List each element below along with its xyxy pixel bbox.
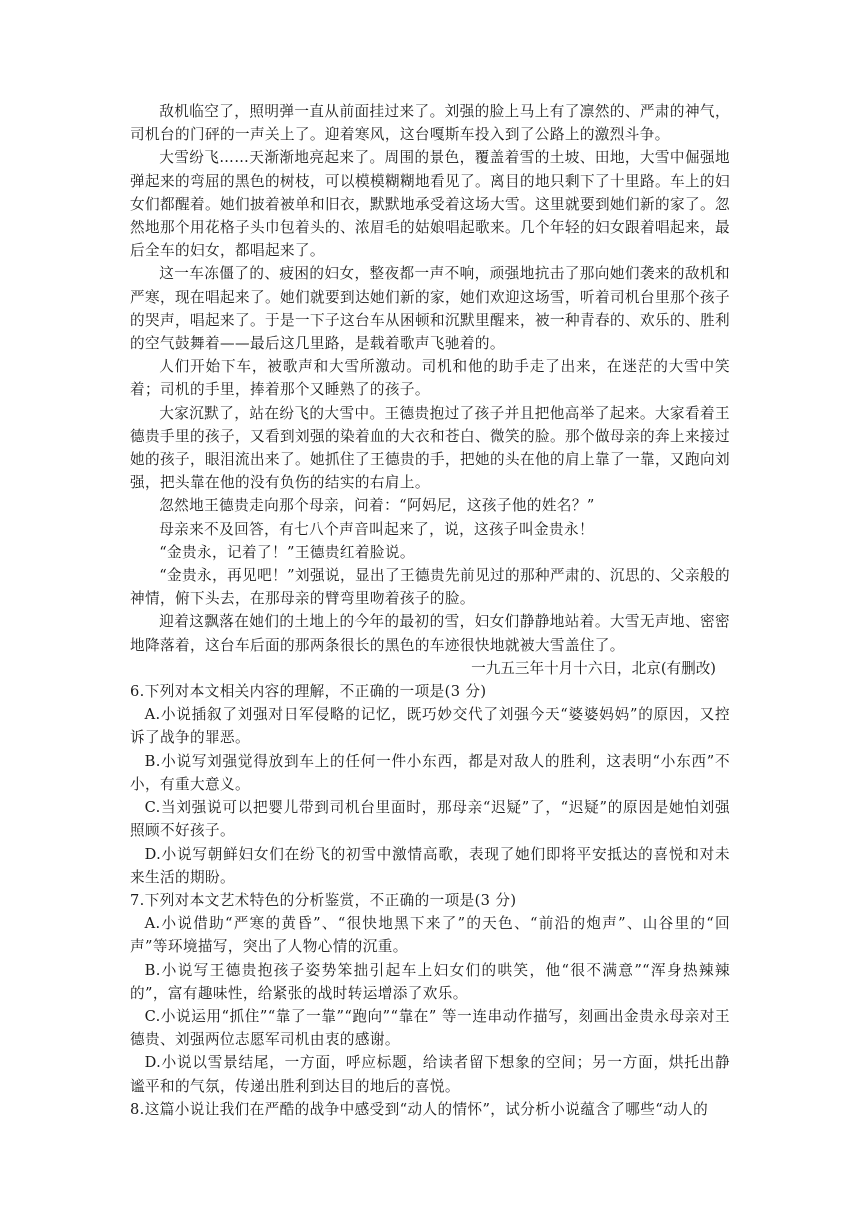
question-option: A.小说插叙了刘强对日军侵略的记忆，既巧妙交代了刘强今天“婆婆妈妈”的原因，又控诉了战争的罪恶。 (130, 706, 730, 747)
passage-paragraph: 大家沉默了，站在纷飞的大雪中。王德贵抱过了孩子并且把他高举了起来。大家看着王德贵手里的孩子，又看到刘强的染着血的大衣和苍白、微笑的脸。那个做母亲的奔上来接过她的孩子，眼泪流出来了。她抓住了王德贵的手，把她的头在他的肩上靠了一靠，又跑向刘强，把头靠在他的没有负伤的结实的右肩上。 (130, 404, 730, 492)
passage-paragraph: 这一车冻僵了的、疲困的妇女，整夜都一声不响，顽强地抗击了那向她们袭来的敌机和严寒，现在唱起来了。她们就要到达她们新的家，她们欢迎这场雪，听着司机台里那个孩子的哭声，唱起来了。于是一下子这台车从困顿和沉默里醒来，被一种青春的、欢乐的、胜利的空气鼓舞着——最后这几里路，是载着歌声飞驰着的。 (130, 265, 730, 353)
question-8 (130, 1098, 730, 1121)
question-option: B.小说写王德贵抱孩子姿势笨拙引起车上妇女们的哄笑，他“很不满意”“浑身热辣辣的”，富有趣味性，给紧张的战时转运增添了欢乐。 (130, 961, 730, 1002)
passage-signoff: 一九五三年十月十六日，北京(有删改) (471, 659, 716, 677)
question-option: B.小说写刘强觉得放到车上的任何一件小东西，都是对敌人的胜利，这表明“小东西”不小，有重大意义。 (130, 752, 730, 793)
question-option: D.小说以雪景结尾，一方面，呼应标题，给读者留下想象的空间；另一方面，烘托出静谧平和的气氛，传递出胜利到达目的地后的喜悦。 (130, 1054, 730, 1095)
passage-paragraph: 大雪纷飞……天渐渐地亮起来了。周围的景色，覆盖着雪的土坡、田地，大雪中倔强地弹起来的弯屈的黑色的树枝，可以模模糊糊地看见了。离目的地只剩下了十里路。车上的妇女们都醒着。她们披着被单和旧衣，默默地承受着这场大雪。这里就要到她们新的家了。忽然地那个用花格子头巾包着头的、浓眉毛的姑娘唱起歌来。几个年轻的妇女跟着唱起来，最后全车的妇女，都唱起来了。 (130, 149, 730, 260)
question-stem: 6.下列对本文相关内容的理解，不正确的一项是(3 分) (130, 683, 487, 701)
passage-paragraph: 忽然地王德贵走向那个母亲，问着：“阿妈尼，这孩子他的姓名？” (159, 497, 595, 515)
passage-paragraph: “金贵永，记着了！”王德贵红着脸说。 (159, 543, 415, 561)
passage-paragraph: 母亲来不及回答，有七八个声音叫起来了，说，这孩子叫金贵永！ (159, 520, 595, 538)
question-option: C.当刘强说可以把婴儿带到司机台里面时，那母亲“迟疑”了，“迟疑”的原因是她怕刘强照顾不好孩子。 (130, 799, 730, 840)
question-7 (130, 889, 730, 1098)
story-passage (130, 100, 730, 680)
question-stem: 7.下列对本文艺术特色的分析鉴赏，不正确的一项是(3 分) (130, 891, 517, 909)
question-option: A.小说借助“严寒的黄昏”、“很快地黑下来了”的天色、“前沿的炮声”、山谷里的“回声”等环境描写，突出了人物心情的沉重。 (130, 915, 730, 956)
document-page (130, 100, 730, 1121)
passage-paragraph: 人们开始下车，被歌声和大雪所激动。司机和他的助手走了出来，在迷茫的大雪中笑着；司机的手里，捧着那个又睡熟了的孩子。 (130, 358, 730, 399)
passage-paragraph: 敌机临空了，照明弹一直从前面挂过来了。刘强的脸上马上有了凛然的、严肃的神气，司机台的门砰的一声关上了。迎着寒风，这台嘎斯车投入到了公路上的激烈斗争。 (130, 103, 730, 144)
question-6 (130, 680, 730, 889)
passage-paragraph: “金贵永，再见吧！”刘强说，显出了王德贵先前见过的那种严肃的、沉思的、父亲般的神情，俯下头去，在那母亲的臂弯里吻着孩子的脸。 (130, 567, 730, 608)
question-option: D.小说写朝鲜妇女们在纷飞的初雪中激情高歌，表现了她们即将平安抵达的喜悦和对未来生活的期盼。 (130, 845, 730, 886)
question-stem: 8.这篇小说让我们在严酷的战争中感受到“动人的情怀”，试分析小说蕴含了哪些“动人的 (130, 1100, 709, 1118)
question-option: C.小说运用“抓住”“靠了一靠”“跑向”“靠在” 等一连串动作描写，刻画出金贵永母亲对王德贵、刘强两位志愿军司机由衷的感谢。 (130, 1007, 730, 1049)
passage-paragraph: 迎着这飘落在她们的土地上的今年的最初的雪，妇女们静静地站着。大雪无声地、密密地降落着，这台车后面的那两条很长的黑色的车迹很快地就被大雪盖住了。 (130, 613, 730, 654)
